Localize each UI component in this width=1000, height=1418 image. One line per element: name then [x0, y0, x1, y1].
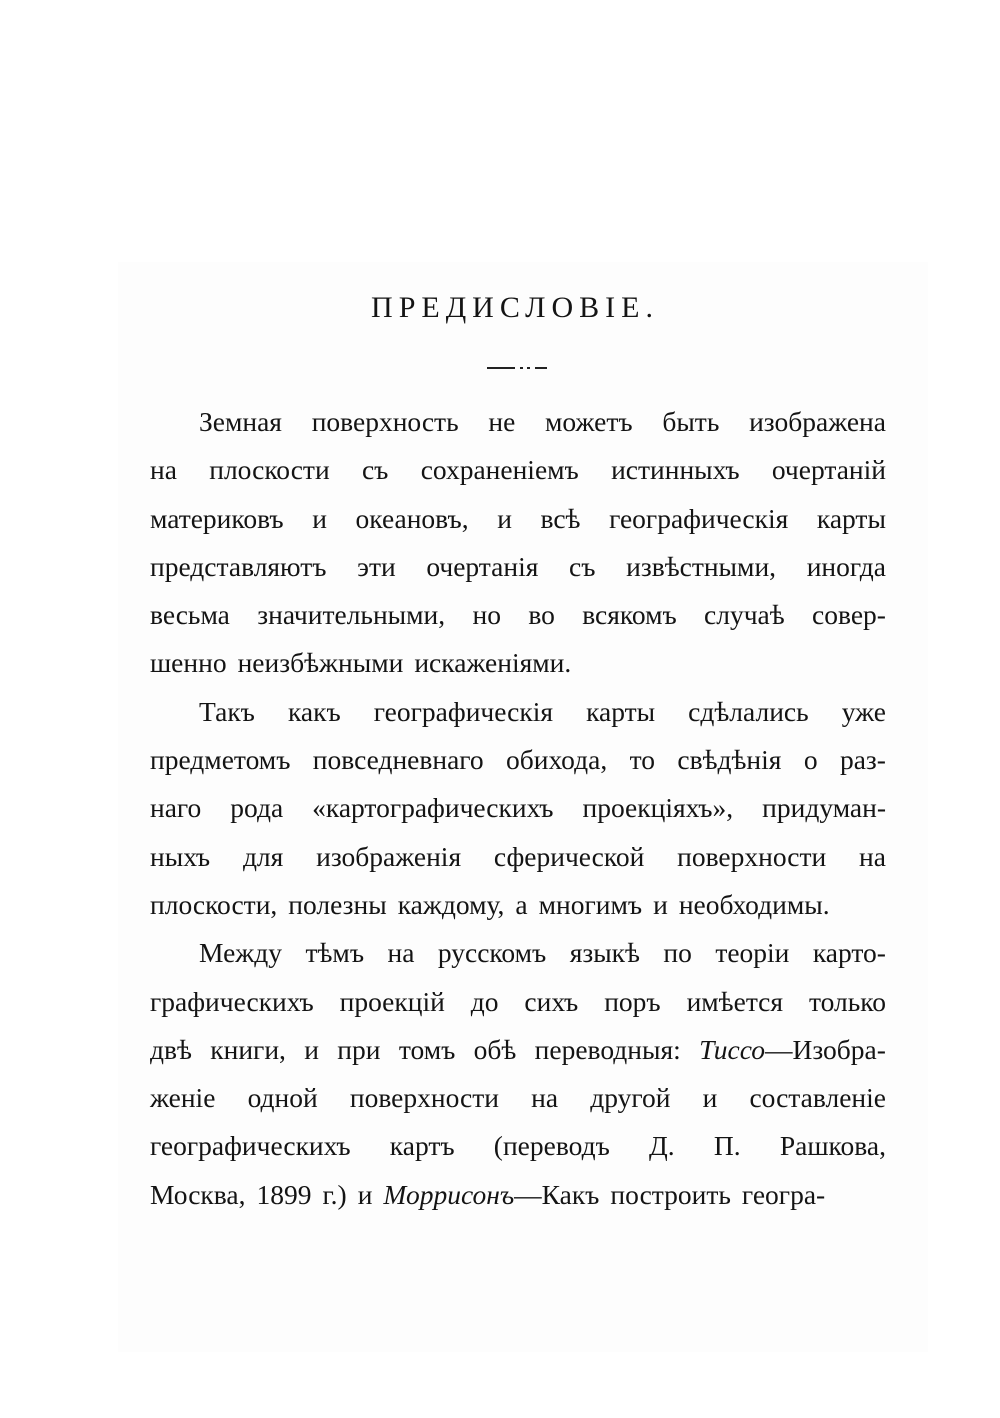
- preface-text: [150, 398, 886, 1219]
- word: поверхности: [349, 1082, 499, 1114]
- word: языкѣ: [569, 937, 640, 969]
- word: необходимы.: [678, 888, 830, 920]
- word: проекціяхъ»,: [582, 792, 734, 824]
- word: и: [357, 1178, 373, 1210]
- word: полезны: [288, 888, 387, 920]
- word: на: [387, 937, 415, 969]
- word: уже: [841, 695, 886, 727]
- word: шенно: [150, 647, 227, 679]
- word: Моррисонъ—Какъ: [383, 1178, 600, 1210]
- word: и: [304, 1033, 319, 1065]
- word: имѣется: [686, 985, 784, 1017]
- word: материковъ: [150, 502, 284, 534]
- heading-ornament-rule: [487, 367, 547, 369]
- word: а: [515, 888, 528, 920]
- word: истинныхъ: [611, 454, 740, 486]
- word: значительными,: [257, 599, 446, 631]
- word: на: [859, 840, 886, 872]
- word: Между: [199, 937, 283, 969]
- word: плоскости: [209, 454, 330, 486]
- word: очертанія: [426, 550, 539, 582]
- word: русскомъ: [437, 937, 547, 969]
- word: очертаній: [771, 454, 886, 486]
- text-line: [150, 1026, 886, 1074]
- text-line: [150, 639, 886, 687]
- word: искаженіями.: [414, 647, 572, 679]
- word: двѣ: [150, 1033, 192, 1065]
- word: другой: [590, 1082, 671, 1114]
- word: и: [312, 502, 327, 534]
- word: весьма: [150, 599, 230, 631]
- page-heading: ПРЕДИСЛОВІЕ.: [371, 291, 659, 324]
- text-line: [150, 978, 886, 1026]
- word: изображена: [749, 406, 886, 437]
- word: неизбѣжными: [237, 647, 404, 679]
- word: случаѣ: [704, 599, 785, 631]
- word: женіе: [150, 1082, 216, 1114]
- paragraph: [150, 688, 886, 929]
- word: географическія: [609, 502, 789, 534]
- word: всѣ: [540, 502, 581, 534]
- word: при: [337, 1033, 381, 1065]
- word: предметомъ: [150, 744, 291, 776]
- word: всякомъ: [582, 599, 677, 631]
- word: наго: [150, 792, 202, 824]
- text-line: [150, 398, 886, 446]
- word: плоскости,: [150, 888, 278, 920]
- word: сихъ: [524, 985, 579, 1017]
- word: и: [497, 502, 512, 534]
- word: поверхность: [311, 406, 459, 437]
- text-line: [150, 495, 886, 543]
- word: но: [472, 599, 501, 631]
- word: съ: [361, 454, 389, 486]
- paragraph: [150, 398, 886, 688]
- word: быть: [662, 406, 720, 437]
- word: представляютъ: [150, 550, 327, 582]
- word: на: [150, 454, 177, 486]
- word: составленіе: [749, 1082, 886, 1114]
- word: картъ: [389, 1130, 455, 1162]
- text-line: [150, 688, 886, 736]
- word: построить: [610, 1178, 731, 1210]
- text-line: [150, 1122, 886, 1170]
- word: географическихъ: [150, 1130, 351, 1162]
- word: океановъ,: [355, 502, 469, 534]
- text-line: [150, 543, 886, 591]
- word: теоріи: [715, 937, 790, 969]
- word: г.): [322, 1178, 347, 1210]
- word: раз-: [839, 744, 886, 776]
- word: извѣстными,: [626, 550, 777, 582]
- word: сферической: [493, 840, 645, 872]
- word: можетъ: [545, 406, 633, 437]
- word: Тиссо—Изобра-: [699, 1033, 886, 1065]
- word: и: [653, 888, 668, 920]
- word: Москва,: [150, 1178, 246, 1210]
- word: и: [702, 1082, 718, 1114]
- text-line: [150, 784, 886, 832]
- word: карты: [816, 502, 886, 534]
- text-line: [150, 881, 886, 929]
- word: съ: [569, 550, 596, 582]
- paragraph: [150, 929, 886, 1219]
- word: Такъ: [199, 695, 255, 727]
- word: до: [470, 985, 499, 1017]
- word: о: [803, 744, 818, 776]
- word: тѣмъ: [305, 937, 365, 969]
- word: «картографическихъ: [312, 792, 554, 824]
- word: графическихъ: [150, 985, 314, 1017]
- word: сдѣлались: [688, 695, 809, 727]
- word: поверхности: [677, 840, 827, 872]
- word: Земная: [199, 406, 282, 437]
- word: карты: [586, 695, 656, 727]
- word: 1899: [256, 1178, 312, 1210]
- word: изображенія: [316, 840, 462, 872]
- word: переводныя:: [534, 1033, 681, 1065]
- word: то: [629, 744, 655, 776]
- word: карто-: [812, 937, 886, 969]
- word: во: [528, 599, 555, 631]
- word: П.: [713, 1130, 741, 1162]
- word: (переводъ: [493, 1130, 610, 1162]
- text-line: [150, 1074, 886, 1122]
- word: иногда: [806, 550, 886, 582]
- word: повседневнаго: [312, 744, 484, 776]
- word: по: [663, 937, 692, 969]
- word: сохраненіемъ: [420, 454, 579, 486]
- text-line: [150, 929, 886, 977]
- word: книги,: [210, 1033, 286, 1065]
- text-line: [150, 1171, 886, 1219]
- word: каждому,: [397, 888, 505, 920]
- text-line: [150, 736, 886, 784]
- word: Д.: [649, 1130, 675, 1162]
- word: географическія: [373, 695, 553, 727]
- word: совер-: [812, 599, 886, 631]
- word: поръ: [604, 985, 661, 1017]
- word: для: [242, 840, 284, 872]
- word: проекцій: [339, 985, 445, 1017]
- text-line: [150, 591, 886, 639]
- word: на: [531, 1082, 559, 1114]
- word: томъ: [398, 1033, 456, 1065]
- word: рода: [230, 792, 284, 824]
- word: придуман-: [762, 792, 886, 824]
- word: обихода,: [506, 744, 608, 776]
- word: ныхъ: [150, 840, 211, 872]
- word: не: [488, 406, 516, 437]
- text-line: [150, 833, 886, 881]
- text-line: [150, 446, 886, 494]
- word: только: [808, 985, 886, 1017]
- word: эти: [357, 550, 396, 582]
- word: многимъ: [538, 888, 643, 920]
- word: Рашкова,: [779, 1130, 886, 1162]
- word: обѣ: [473, 1033, 517, 1065]
- word: одной: [247, 1082, 318, 1114]
- word: свѣдѣнія: [677, 744, 782, 776]
- word: геогра-: [741, 1178, 826, 1210]
- word: какъ: [287, 695, 341, 727]
